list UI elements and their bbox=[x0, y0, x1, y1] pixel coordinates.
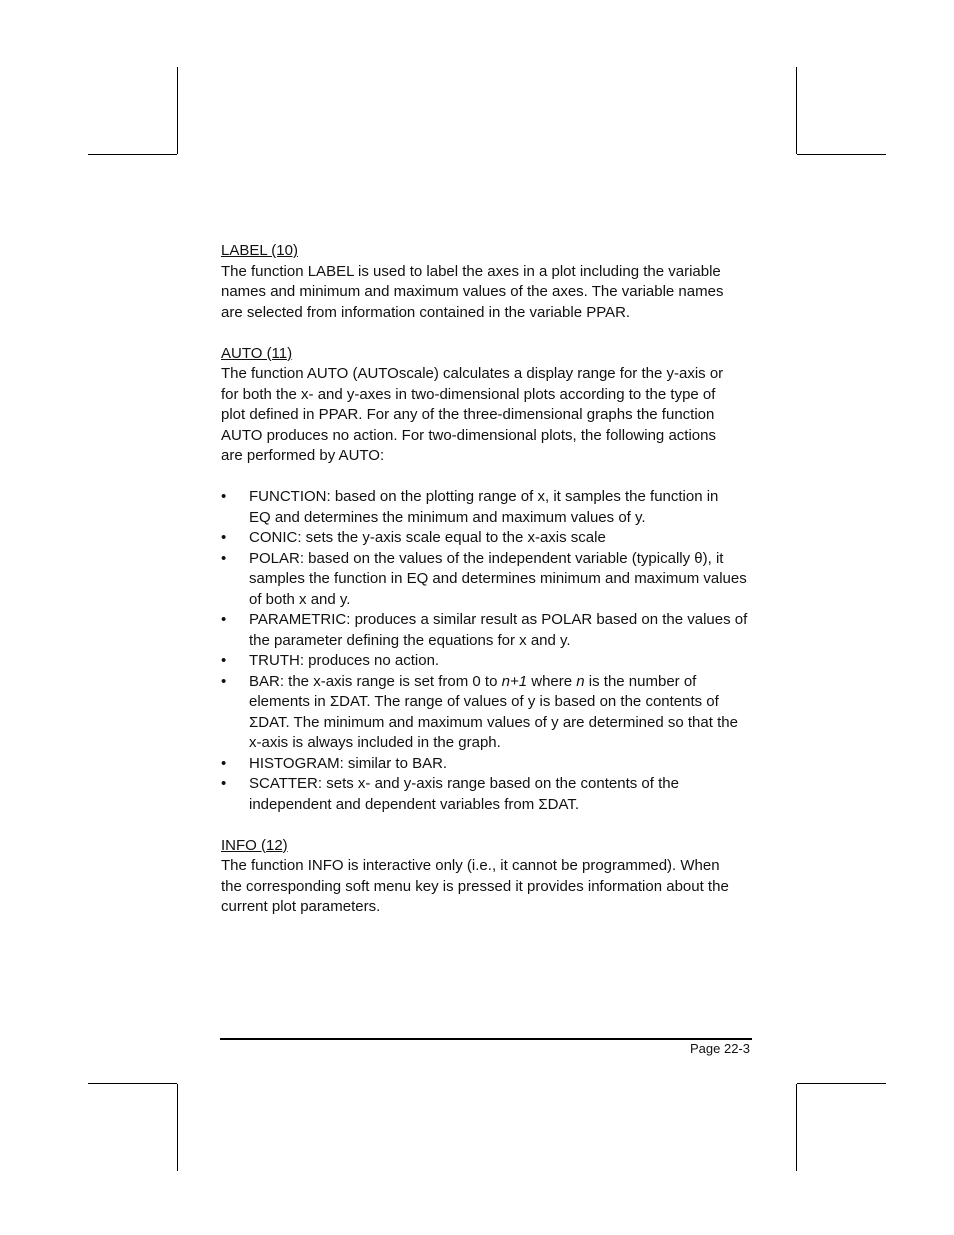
auto-actions-list bbox=[221, 487, 761, 815]
crop-mark-top-right-horizontal bbox=[797, 154, 886, 155]
bullet-line: elements in ΣDAT. The range of values of y is based on the contents of bbox=[249, 693, 719, 710]
bullet-line: samples the function in EQ and determines minimum and maximum values bbox=[249, 570, 747, 587]
paragraph-line: are selected from information contained in the variable PPAR. bbox=[221, 303, 631, 321]
crop-mark-bottom-right-horizontal bbox=[797, 1083, 886, 1084]
list-item bbox=[221, 610, 761, 651]
bullet-icon: • bbox=[221, 652, 227, 669]
crop-mark-bottom-right-vertical bbox=[796, 1084, 797, 1171]
paragraph-line: The function LABEL is used to label the axes in a plot including the variable bbox=[221, 262, 721, 280]
list-item bbox=[221, 774, 761, 815]
bullet-icon: • bbox=[221, 549, 227, 567]
list-item bbox=[221, 487, 761, 528]
bullet-line: BAR: the x-axis range is set from 0 to n+1 where n is the number of bbox=[249, 672, 697, 690]
bullet-icon: • bbox=[221, 672, 227, 690]
page-number: Page 22-3 bbox=[690, 1041, 750, 1056]
list-item bbox=[221, 549, 761, 611]
bullet-icon: • bbox=[221, 488, 227, 505]
bullet-line: of both x and y. bbox=[249, 590, 351, 608]
paragraph-line: The function AUTO (AUTOscale) calculates a display range for the y-axis or bbox=[221, 365, 724, 382]
paragraph-line: The function INFO is interactive only (i.e., it cannot be programmed). When bbox=[221, 857, 720, 874]
bullet-line: EQ and determines the minimum and maximum values of y. bbox=[249, 508, 646, 526]
section-heading: LABEL (10) bbox=[221, 242, 298, 259]
bullet-line: HISTOGRAM: similar to BAR. bbox=[249, 754, 448, 772]
crop-mark-top-right-vertical bbox=[796, 67, 797, 154]
list-item bbox=[221, 754, 761, 775]
paragraph-line: are performed by AUTO: bbox=[221, 447, 385, 464]
bullet-icon: • bbox=[221, 529, 227, 546]
list-item bbox=[221, 528, 761, 549]
paragraph-line: AUTO produces no action. For two-dimensional plots, the following actions bbox=[221, 426, 716, 444]
paragraph-line: current plot parameters. bbox=[221, 898, 381, 915]
paragraph-line: plot defined in PPAR. For any of the three-dimensional graphs the function bbox=[221, 406, 715, 423]
section-heading: INFO (12) bbox=[221, 836, 288, 854]
bullet-line: CONIC: sets the y-axis scale equal to the x-axis scale bbox=[249, 529, 606, 546]
crop-mark-top-left-vertical bbox=[177, 67, 178, 154]
bullet-icon: • bbox=[221, 611, 227, 628]
bullet-line: FUNCTION: based on the plotting range of x, it samples the function in bbox=[249, 488, 719, 505]
section-info bbox=[221, 836, 761, 918]
crop-mark-top-left-horizontal bbox=[88, 154, 177, 155]
section-auto bbox=[221, 344, 761, 816]
bullet-line: POLAR: based on the values of the independent variable (typically θ), it bbox=[249, 549, 724, 567]
bullet-line: ΣDAT. The minimum and maximum values of y are determined so that the bbox=[249, 713, 738, 731]
crop-mark-bottom-left-vertical bbox=[177, 1084, 178, 1171]
page-body bbox=[221, 241, 761, 918]
bullet-line: independent and dependent variables from ΣDAT. bbox=[249, 795, 580, 813]
bullet-line: the parameter defining the equations for x and y. bbox=[249, 631, 571, 649]
section-label bbox=[221, 241, 761, 323]
bullet-icon: • bbox=[221, 754, 227, 772]
list-item bbox=[221, 672, 761, 754]
bullet-line: SCATTER: sets x- and y-axis range based on the contents of the bbox=[249, 775, 679, 792]
bullet-line: x-axis is always included in the graph. bbox=[249, 734, 501, 751]
list-item bbox=[221, 651, 761, 672]
section-heading: AUTO (11) bbox=[221, 344, 293, 362]
paragraph-line: names and minimum and maximum values of the axes. The variable names bbox=[221, 283, 724, 300]
paragraph-line: the corresponding soft menu key is pressed it provides information about the bbox=[221, 877, 729, 895]
footer-rule bbox=[220, 1038, 752, 1040]
bullet-line: PARAMETRIC: produces a similar result as POLAR based on the values of bbox=[249, 611, 748, 628]
bullet-icon: • bbox=[221, 775, 227, 792]
paragraph-line: for both the x- and y-axes in two-dimensional plots according to the type of bbox=[221, 385, 716, 403]
crop-mark-bottom-left-horizontal bbox=[88, 1083, 177, 1084]
bullet-line: TRUTH: produces no action. bbox=[249, 652, 440, 669]
